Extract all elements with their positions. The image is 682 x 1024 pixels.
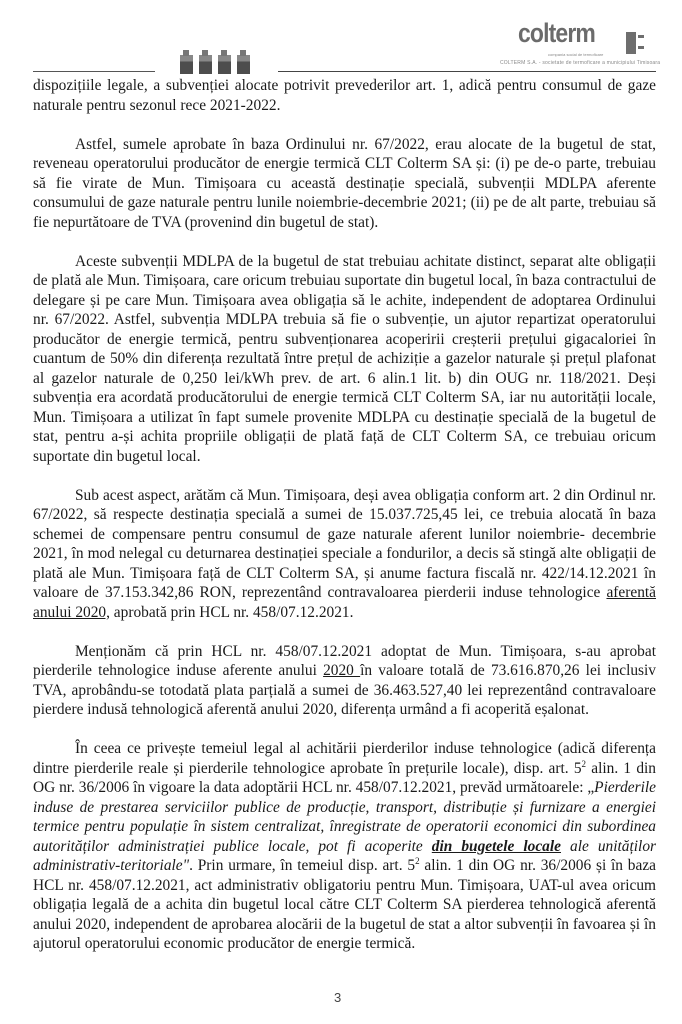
header-rule-left <box>33 71 155 72</box>
paragraph-text: în valoare totală de 73.616.870,26 lei inclusiv TVA, aprobându-se totodată plata parțială a sumei de 36.463.527,40 lei reprezentând contravaloare pierdere indusă tehnologică aferentă anului 2020, diferența urmând a fi acoperită eșalonat. <box>33 662 657 718</box>
building-icon <box>218 55 231 74</box>
paragraph-text: aprobată prin HCL nr. 458/07.12.2021. <box>109 603 354 621</box>
superscript: 2 <box>581 758 587 769</box>
paragraph-2 <box>33 135 656 233</box>
quoted-law-text: Pierderile induse de prestarea serviciilor publice de producție, transport, distribuție și furnizare a energiei termice pentru populație în sistem centralizat, înregistrate de operatorii economici din subordinea autorităților administrației publice locale, pot fi acoperite <box>33 779 656 855</box>
logo-wordmark: colterm <box>518 18 595 48</box>
logo-mark-icon <box>626 32 636 54</box>
logo-tagline: compania social de termoficare <box>548 52 604 57</box>
paragraph-text: Astfel, sumele aprobate în baza Ordinului nr. 67/2022, erau alocate de la bugetul de stat, reveneau operatorului producător de energie termică CLT Colterm SA și: (i) pe de-o parte, trebuiau să fie virate de Mun. Timișoara cu această destinație specială, subvenții MDLPA aferente consumului de gaze naturale pentru lunile noiembrie-decembrie 2021; (ii) pe de alt parte, trebuiau să fie nepurtătoare de TVA (provenind din bugetul de stat). <box>33 135 656 231</box>
building-icons <box>180 55 250 74</box>
paragraph-text: . Prin urmare, în temeiul disp. art. 5 <box>189 857 416 874</box>
paragraph-text: alin. 1 din OG nr. 36/2006 în vigoare la data adoptării HCL nr. 458/07.12.2021, prevăd următoarele: „ <box>33 759 656 796</box>
building-icon <box>237 55 250 74</box>
paragraph-4 <box>33 486 656 623</box>
paragraph-5 <box>33 642 656 720</box>
page-header <box>0 0 682 80</box>
paragraph-text: Aceste subvenții MDLPA de la bugetul de stat trebuiau achitate distinct, separat alte obligații de plată ale Mun. Timișoara, care oricum trebuiau suportate din bugetul local, în baza contractului de delegare și pe care Mun. Timișoara avea obligația să le achite, independent de adoptarea Ordinului nr. 67/2022. Astfel, subvenția MDLPA trebuia să fie o subvenție, un ajutor repartizat operatorului producător de energie termică, pentru subvenționarea acoperirii creșterii prețului gigacaloriei în cuantum de 50% din diferența rezultată între prețul de achiziție a gazelor naturale și prețul plafonat al gazelor naturale de 0,250 lei/kWh prev. de art. 6 alin.1 lit. b) din OUG nr. 118/2021. Deși subvenția era acordată producătorului de energie termică CLT Colterm SA, iar nu autorității locale, Mun. Timișoara a utilizat în fapt sumele provenite MDLPA cu destinație specială de la bugetul de stat, pentru a-și achita propriile obligații de plată față de CLT Colterm SA, ce trebuiau oricum suportate din bugetul local. <box>33 252 656 465</box>
colterm-logo <box>500 18 670 68</box>
building-icon <box>180 55 193 74</box>
building-icon <box>199 55 212 74</box>
document-body <box>33 76 656 973</box>
quoted-law-text: ale unităților administrativ-teritoriale" <box>33 837 657 874</box>
paragraph-text: Menționăm că prin HCL nr. 458/07.12.2021 adoptat de Mun. Timișoara, s-au aprobat pierderile tehnologice induse aferente anului <box>33 642 656 679</box>
underlined-text: 2020 <box>323 662 361 679</box>
paragraph-text: Sub acest aspect, arătăm că Mun. Timișoara, deși avea obligația conform art. 2 din Ordinul nr. 67/2022, să respecte destinația specială a sumei de 15.037.725,45 lei, ce trebuia alocată în baza schemei de compensare pentru consumul de gaze naturale aferent lunilor noiembrie- decembrie 2021, în mod nelegal cu deturnarea destinației speciale a fondurilor, a decis să stingă alte obligații de plată ale Mun. Timișoara față de CLT Colterm SA, și anume factura fiscală nr. 422/14.12.2021 în valoare de 37.153.342,86 RON, reprezentând contravaloarea pierderii induse tehnologice <box>33 486 656 601</box>
paragraph-text: alin. 1 din OG nr. 36/2006 și în baza HCL nr. 458/07.12.2021, act administrativ obligatoriu pentru Mun. Timișoara, UAT-ul avea oricum obligația legală de a achita din bugetul local către CLT Colterm SA pierderea tehnologică aferentă anului 2020, independent de aprobarea alocării de la bugetul de stat a altor subvenții în favoarea și în ajutorul operatorului economic producător de energie termică. <box>33 857 656 952</box>
paragraph-text: dispozițiile legale, a subvenției alocate potrivit prevederilor art. 1, adică pentru consumul de gaze naturale pentru sezonul rece 2021-2022. <box>33 77 656 114</box>
paragraph-6 <box>33 739 656 954</box>
header-rule-right <box>278 71 656 72</box>
page-number: 3 <box>334 990 342 1005</box>
logo-subtitle: COLTERM S.A. - societate de termoficare a municipiului Timisoara <box>500 60 661 66</box>
emphasized-text: din bugetele locale <box>431 837 561 855</box>
underlined-text: aferentă anului 2020, <box>33 584 656 621</box>
superscript: 2 <box>415 855 420 866</box>
paragraph-text: În ceea ce privește temeiul legal al achitării pierderilor induse tehnologice (adică diferența dintre pierderile reale și pierderile tehnologice aprobate în prețurile locale), disp. art. 5 <box>33 740 656 777</box>
paragraph-1 <box>33 76 656 115</box>
paragraph-3 <box>33 252 656 467</box>
